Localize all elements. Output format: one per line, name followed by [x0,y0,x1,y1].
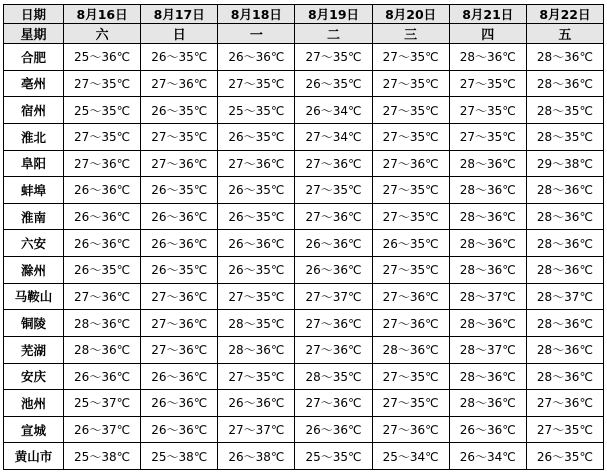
temperature-cell: 28～36℃ [218,336,295,363]
table-row [4,310,604,337]
table-row [4,150,604,177]
city-name: 宿州 [4,97,64,124]
table-row [4,443,604,470]
city-name: 亳州 [4,70,64,97]
temperature-cell: 27～35℃ [141,123,218,150]
temperature-cell: 28～36℃ [526,363,603,390]
temperature-cell: 28～36℃ [449,203,526,230]
temperature-cell: 27～36℃ [295,336,372,363]
temperature-cell: 27～36℃ [526,390,603,417]
city-name: 淮南 [4,203,64,230]
weekday-label: 星期 [4,24,64,44]
temperature-cell: 27～35℃ [449,123,526,150]
temperature-cell: 27～35℃ [372,97,449,124]
temperature-cell: 25～35℃ [295,443,372,470]
city-name: 马鞍山 [4,283,64,310]
temperature-cell: 26～35℃ [64,257,141,284]
temperature-cell: 26～35℃ [218,257,295,284]
temperature-cell: 27～36℃ [295,310,372,337]
date-label: 日期 [4,5,64,24]
temperature-cell: 28～36℃ [526,177,603,204]
table-row [4,390,604,417]
temperature-cell: 27～35℃ [218,283,295,310]
temperature-cell: 26～35℃ [526,443,603,470]
date-header: 8月20日 [372,5,449,24]
city-name: 滁州 [4,257,64,284]
temperature-cell: 27～35℃ [64,123,141,150]
forecast-body [4,44,604,470]
city-name: 芜湖 [4,336,64,363]
temperature-cell: 26～36℃ [64,363,141,390]
city-name: 六安 [4,230,64,257]
weekday-header: 一 [218,24,295,44]
table-row [4,177,604,204]
temperature-cell: 27～36℃ [141,336,218,363]
temperature-cell: 26～35℃ [141,177,218,204]
temperature-cell: 26～36℃ [295,230,372,257]
city-name: 黄山市 [4,443,64,470]
temperature-cell: 27～36℃ [141,150,218,177]
date-header: 8月18日 [218,5,295,24]
table-row [4,336,604,363]
temperature-cell: 28～36℃ [372,336,449,363]
date-header: 8月19日 [295,5,372,24]
temperature-cell: 26～36℃ [449,416,526,443]
temperature-cell: 28～36℃ [526,203,603,230]
table-row [4,70,604,97]
temperature-cell: 26～35℃ [141,257,218,284]
temperature-cell: 28～35℃ [526,97,603,124]
temperature-cell: 26～36℃ [218,44,295,71]
temperature-cell: 26～36℃ [64,203,141,230]
city-name: 淮北 [4,123,64,150]
temperature-cell: 25～34℃ [372,443,449,470]
temperature-cell: 25～35℃ [64,97,141,124]
temperature-cell: 26～36℃ [295,257,372,284]
temperature-cell: 27～36℃ [64,150,141,177]
temperature-cell: 28～36℃ [449,257,526,284]
temperature-cell: 27～36℃ [372,416,449,443]
weekday-header: 六 [64,24,141,44]
city-name: 安庆 [4,363,64,390]
temperature-cell: 28～36℃ [526,257,603,284]
temperature-cell: 27～35℃ [295,44,372,71]
temperature-cell: 27～35℃ [526,416,603,443]
table-row [4,230,604,257]
temperature-cell: 28～36℃ [526,70,603,97]
temperature-cell: 27～35℃ [218,363,295,390]
temperature-cell: 26～36℃ [141,230,218,257]
weekday-header: 四 [449,24,526,44]
temperature-cell: 27～35℃ [372,203,449,230]
temperature-cell: 27～35℃ [372,123,449,150]
temperature-cell: 26～35℃ [141,44,218,71]
weekday-header: 二 [295,24,372,44]
temperature-cell: 27～36℃ [295,390,372,417]
table-row [4,203,604,230]
table-row [4,44,604,71]
temperature-cell: 28～36℃ [449,150,526,177]
temperature-cell: 27～36℃ [64,283,141,310]
temperature-cell: 28～37℃ [526,283,603,310]
temperature-cell: 28～36℃ [64,336,141,363]
table-row [4,363,604,390]
temperature-cell: 27～36℃ [372,283,449,310]
temperature-cell: 27～36℃ [372,310,449,337]
temperature-cell: 28～36℃ [64,310,141,337]
temperature-cell: 28～36℃ [449,177,526,204]
temperature-cell: 28～36℃ [526,310,603,337]
temperature-cell: 27～37℃ [218,416,295,443]
temperature-cell: 28～36℃ [526,336,603,363]
temperature-cell: 28～36℃ [449,310,526,337]
weekday-header: 三 [372,24,449,44]
temperature-cell: 25～37℃ [64,390,141,417]
date-header: 8月16日 [64,5,141,24]
temperature-cell: 27～35℃ [449,70,526,97]
temperature-cell: 26～35℃ [218,203,295,230]
city-name: 铜陵 [4,310,64,337]
temperature-cell: 26～36℃ [64,177,141,204]
temperature-cell: 27～36℃ [141,310,218,337]
temperature-cell: 26～35℃ [372,230,449,257]
temperature-cell: 27～36℃ [141,70,218,97]
temperature-cell: 26～36℃ [64,230,141,257]
temperature-cell: 26～34℃ [295,97,372,124]
weekday-header: 五 [526,24,603,44]
temperature-cell: 25～38℃ [141,443,218,470]
city-name: 宣城 [4,416,64,443]
date-header: 8月17日 [141,5,218,24]
temperature-cell: 27～35℃ [372,363,449,390]
temperature-cell: 27～35℃ [218,70,295,97]
city-name: 合肥 [4,44,64,71]
temperature-cell: 28～36℃ [449,44,526,71]
temperature-cell: 26～36℃ [218,390,295,417]
temperature-cell: 28～37℃ [449,336,526,363]
temperature-cell: 27～37℃ [295,283,372,310]
table-row [4,123,604,150]
temperature-cell: 27～35℃ [372,257,449,284]
city-name: 池州 [4,390,64,417]
temperature-cell: 28～36℃ [449,363,526,390]
temperature-cell: 25～36℃ [64,44,141,71]
temperature-cell: 27～36℃ [141,283,218,310]
temperature-cell: 27～35℃ [372,70,449,97]
temperature-cell: 28～37℃ [449,283,526,310]
forecast-table [3,4,604,470]
weekday-header: 日 [141,24,218,44]
temperature-cell: 26～38℃ [218,443,295,470]
date-header-row [4,5,604,24]
temperature-cell: 26～35℃ [141,97,218,124]
temperature-cell: 28～36℃ [526,44,603,71]
table-row [4,416,604,443]
temperature-cell: 27～35℃ [449,97,526,124]
temperature-cell: 28～35℃ [218,310,295,337]
temperature-cell: 25～38℃ [64,443,141,470]
date-header: 8月21日 [449,5,526,24]
temperature-cell: 27～35℃ [372,177,449,204]
temperature-cell: 27～35℃ [372,44,449,71]
temperature-cell: 28～35℃ [526,123,603,150]
temperature-cell: 26～35℃ [218,123,295,150]
temperature-cell: 29～38℃ [526,150,603,177]
temperature-cell: 26～37℃ [64,416,141,443]
weekday-header-row [4,24,604,44]
temperature-cell: 25～35℃ [218,97,295,124]
temperature-cell: 27～36℃ [295,203,372,230]
temperature-cell: 27～36℃ [295,150,372,177]
temperature-cell: 28～36℃ [449,230,526,257]
temperature-cell: 27～35℃ [64,70,141,97]
temperature-cell: 26～35℃ [218,177,295,204]
temperature-cell: 27～36℃ [218,150,295,177]
temperature-cell: 28～36℃ [449,390,526,417]
temperature-cell: 28～36℃ [526,230,603,257]
table-row [4,283,604,310]
temperature-cell: 26～36℃ [141,416,218,443]
temperature-cell: 27～35℃ [295,177,372,204]
temperature-cell: 26～34℃ [449,443,526,470]
temperature-cell: 26～35℃ [295,70,372,97]
temperature-cell: 26～36℃ [295,416,372,443]
temperature-cell: 27～35℃ [372,390,449,417]
temperature-cell: 27～36℃ [372,150,449,177]
temperature-cell: 27～34℃ [295,123,372,150]
city-name: 蚌埠 [4,177,64,204]
temperature-cell: 26～36℃ [141,363,218,390]
temperature-cell: 26～36℃ [141,390,218,417]
table-row [4,257,604,284]
table-row [4,97,604,124]
date-header: 8月22日 [526,5,603,24]
temperature-cell: 26～36℃ [218,230,295,257]
temperature-cell: 28～35℃ [295,363,372,390]
temperature-cell: 26～36℃ [141,203,218,230]
city-name: 阜阳 [4,150,64,177]
